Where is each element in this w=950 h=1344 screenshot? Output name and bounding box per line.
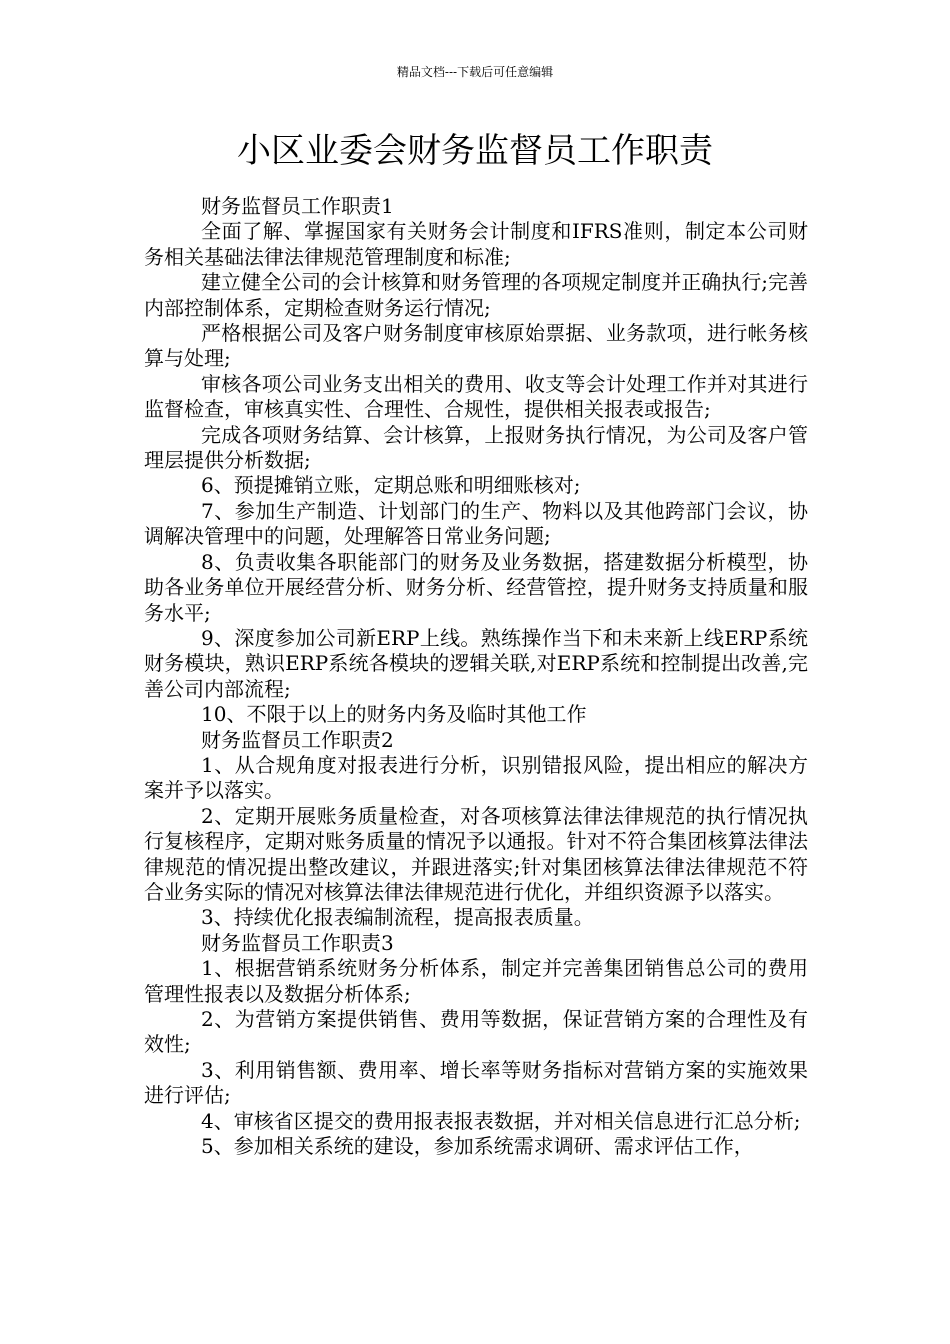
paragraph: 10、不限于以上的财务内务及临时其他工作 [201, 702, 587, 727]
paragraph: 3、持续优化报表编制流程，提高报表质量。 [201, 905, 594, 930]
paragraph: 3、利用销售额、费用率、增长率等财务指标对营销方案的实施效果进行评估; [144, 1057, 808, 1108]
paragraph: 4、审核省区提交的费用报表报表数据，并对相关信息进行汇总分析; [201, 1108, 801, 1133]
paragraph: 1、从合规角度对报表进行分析，识别错报风险，提出相应的解决方案并予以落实。 [144, 752, 808, 803]
document-title: 小区业委会财务监督员工作职责 [237, 131, 713, 171]
header-note: 精品文档---下载后可任意编辑 [396, 65, 554, 79]
paragraph: 审核各项公司业务支出相关的费用、收支等会计处理工作并对其进行监督检查，审核真实性、合理性、合规性，提供相关报表或报告; [144, 371, 808, 422]
paragraph: 8、负责收集各职能部门的财务及业务数据，搭建数据分析模型，协助各业务单位开展经营分析、财务分析、经营管控，提升财务支持质量和服务水平; [144, 549, 808, 625]
paragraph: 2、定期开展账务质量检查，对各项核算法律法律规范的执行情况执行复核程序，定期对账务质量的情况予以通报。针对不符合集团核算法律法律规范的情况提出整改建议，并跟进落实;针对集团核算法律法律规范不符合业务实际的情况对核算法律法律规范进行优化，并组织资源予以落实。 [144, 803, 808, 904]
paragraph: 5、参加相关系统的建设，参加系统需求调研、需求评估工作， [201, 1134, 754, 1159]
paragraph: 1、根据营销系统财务分析体系，制定并完善集团销售总公司的费用管理性报表以及数据分析体系; [144, 956, 808, 1006]
paragraph: 6、预提摊销立账，定期总账和明细账核对; [201, 473, 581, 498]
paragraph: 2、为营销方案提供销售、费用等数据，保证营销方案的合理性及有效性; [144, 1007, 808, 1057]
paragraph: 完成各项财务结算、会计核算，上报财务执行情况，为公司及客户管理层提供分析数据; [144, 422, 808, 473]
paragraph: 财务监督员工作职责1 [201, 194, 394, 218]
paragraph: 建立健全公司的会计核算和财务管理的各项规定制度并正确执行;完善内部控制体系，定期检查财务运行情况; [144, 270, 808, 320]
paragraph: 财务监督员工作职责2 [201, 727, 394, 752]
paragraph: 9、深度参加公司新ERP上线。熟练操作当下和未来新上线ERP系统财务模块，熟识ERP系统各模块的逻辑关联,对ERP系统和控制提出改善,完善公司内部流程; [144, 625, 808, 701]
paragraph: 7、参加生产制造、计划部门的生产、物料以及其他跨部门会议，协调解决管理中的问题，处理解答日常业务问题; [144, 498, 808, 549]
paragraph: 严格根据公司及客户财务制度审核原始票据、业务款项，进行帐务核算与处理; [144, 321, 808, 371]
paragraph: 财务监督员工作职责3 [201, 930, 394, 955]
paragraph: 全面了解、掌握国家有关财务会计制度和IFRS准则，制定本公司财务相关基础法律法律规范管理制度和标准; [144, 219, 808, 269]
document-body [144, 194, 808, 1159]
